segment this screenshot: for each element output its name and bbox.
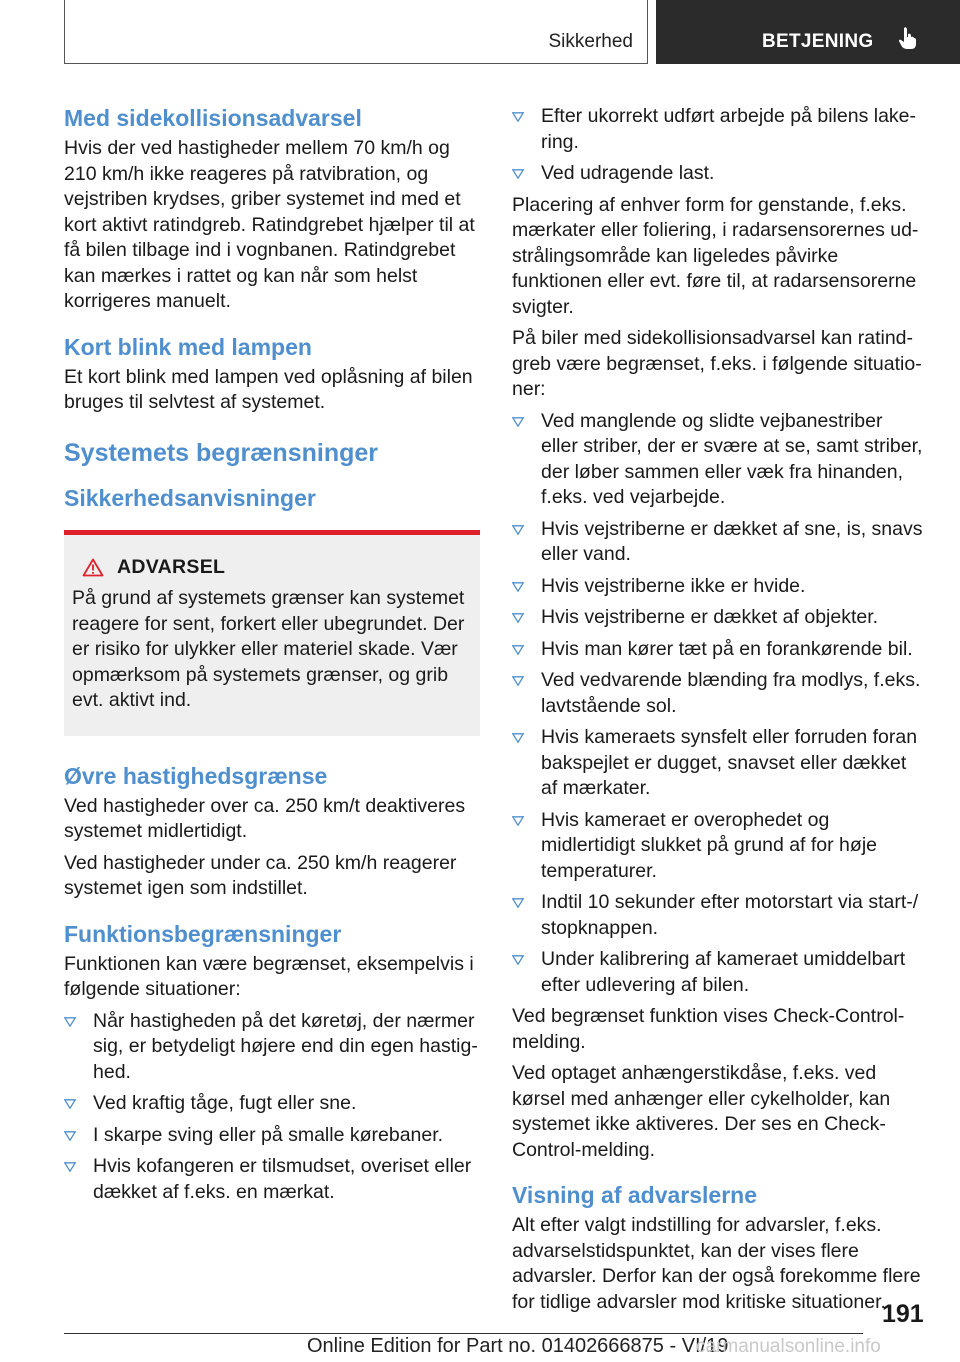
triangle-bullet-icon xyxy=(512,525,524,535)
triangle-bullet-icon xyxy=(512,645,524,655)
paragraph-kort-blink: Et kort blink med lampen ved oplåsning af bilen bruges til selvtest af systemet. xyxy=(64,365,473,413)
list-item-text: Indtil 10 sekunder efter motorstart via start-/ stopknappen. xyxy=(541,891,919,939)
list-item-text: Hvis vejstriberne ikke er hvide. xyxy=(541,574,806,597)
triangle-bullet-icon xyxy=(512,955,524,965)
header-chapter-label: BETJENING xyxy=(762,31,874,52)
paragraph-ovre-2: Ved hastigheder under ca. 250 km/h reagerer systemet igen som indstillet. xyxy=(64,851,457,899)
paragraph-optaget: Ved optaget anhængerstikdåse, f.eks. ved kørsel med anhænger eller cykelholder, kan systemet ikke aktiveres. Der ses en Check-Control-melding. xyxy=(512,1062,891,1161)
warning-title: ADVARSEL xyxy=(117,555,226,578)
list-item xyxy=(512,668,924,719)
paragraph-ovre-1: Ved hastigheder over ca. 250 km/t deaktiveres systemet midlertidigt. xyxy=(64,794,466,842)
paragraph-visning: Alt efter valgt indstilling for advarsler, f.eks. advarselstidspunktet, kan der vises flere advarsler. Derfor kan der også forekomme flere for tidlige advarsler mod kritiske situationer. xyxy=(512,1214,921,1313)
heading-med-sidekollisionsadvarsel: Med sidekollisionsadvarsel xyxy=(64,105,362,131)
paragraph-begraenset: Ved begrænset funktion vises Check-Control-melding. xyxy=(512,1005,905,1053)
heading-ovre-hastighedsgraense: Øvre hastighedsgrænse xyxy=(64,762,328,789)
warning-text: På grund af systemets grænser kan systemet reagere for sent, forkert eller ubegrundet. Der er risiko for ulykker eller materiel skade. Vær opmærksom på systemets grænser, og grib evt. aktivt ind. xyxy=(72,587,465,711)
warning-box xyxy=(64,530,480,736)
list-item-text: Ved manglende og slidte vejbanestriber eller striber, der er svære at se, samt striber, der løber sammen eller væk fra hinanden, f.eks. ved vejarbejde. xyxy=(541,409,923,508)
list-item xyxy=(512,409,924,511)
list-item xyxy=(64,1009,480,1086)
header-section-title: Sikkerhed xyxy=(548,31,633,52)
list-item-text: Hvis kameraet er overophedet og midlertidigt slukket på grund af for høje temperaturer. xyxy=(541,808,877,882)
list-item xyxy=(64,1154,480,1205)
triangle-bullet-icon xyxy=(512,613,524,623)
list-item-text: I skarpe sving eller på smalle kørebaner. xyxy=(93,1123,444,1146)
list-item xyxy=(512,725,924,802)
paragraph-biler: På biler med sidekollisionsadvarsel kan ratindgreb være begrænset, f.eks. i følgende situationer: xyxy=(512,327,922,400)
warning-title-row xyxy=(82,555,472,581)
list-item xyxy=(512,890,924,941)
list-item xyxy=(512,947,924,998)
list-item-text: Efter ukorrekt udført arbejde på bilens lakering. xyxy=(541,105,917,153)
hand-pointer-icon xyxy=(898,26,918,58)
watermark: carmanualsonline.info xyxy=(696,1336,881,1357)
footer-edition: Online Edition for Part no. 01402666875 - VI/19 xyxy=(307,1335,729,1357)
heading-kort-blink: Kort blink med lampen xyxy=(64,333,312,360)
list-item xyxy=(512,517,924,568)
triangle-bullet-icon xyxy=(64,1099,76,1109)
list-item-text: Hvis vejstriberne er dækket af objekter. xyxy=(541,606,879,628)
list-item-text: Hvis kameraets synsfelt eller forruden foran bakspejlet er dugget, snavset eller dækket af mærkater. xyxy=(541,726,918,799)
list-funktionsbegraensninger xyxy=(64,1009,480,1206)
list-situationer xyxy=(512,409,924,999)
triangle-bullet-icon xyxy=(512,676,524,686)
list-item xyxy=(512,161,924,187)
list-item-text: Under kalibrering af kameraet umiddelbart efter udlevering af bilen. xyxy=(541,948,906,996)
triangle-bullet-icon xyxy=(64,1162,76,1172)
list-item-text: Hvis man kører tæt på en forankørende bil. xyxy=(541,637,913,660)
list-item xyxy=(512,637,924,663)
warning-triangle-icon xyxy=(82,558,104,577)
triangle-bullet-icon xyxy=(64,1131,76,1141)
triangle-bullet-icon xyxy=(512,169,524,179)
triangle-bullet-icon xyxy=(512,733,524,743)
list-item-text: Ved kraftig tåge, fugt eller sne. xyxy=(93,1092,357,1114)
left-column xyxy=(64,104,480,1205)
header-section-box xyxy=(64,0,648,64)
list-item xyxy=(64,1091,480,1117)
paragraph-funktionsbegraensninger: Funktionen kan være begrænset, eksempelvis i følgende situationer: xyxy=(64,952,474,1000)
list-item xyxy=(512,574,924,600)
list-item xyxy=(64,1123,480,1149)
heading-systemets-begraensninger: Systemets begrænsninger xyxy=(64,438,378,467)
list-item xyxy=(512,605,924,631)
heading-sikkerhedsanvisninger: Sikkerhedsanvisninger xyxy=(64,484,316,511)
list-item-text: Ved vedvarende blænding fra modlys, f.eks. lavtstående sol. xyxy=(541,669,921,717)
triangle-bullet-icon xyxy=(512,417,524,427)
heading-funktionsbegraensninger: Funktionsbegrænsninger xyxy=(64,920,342,947)
right-column xyxy=(512,104,924,1315)
list-item xyxy=(512,104,924,155)
triangle-bullet-icon xyxy=(512,582,524,592)
list-item-text: Hvis kofangeren er tilsmudset, overiset eller dækket af f.eks. en mærkat. xyxy=(93,1155,472,1203)
triangle-bullet-icon xyxy=(64,1017,76,1027)
list-item-text: Ved udragende last. xyxy=(541,162,715,184)
list-item-text: Hvis vejstriberne er dækket af sne, is, snavs eller vand. xyxy=(541,517,923,565)
heading-visning-af-advarslerne: Visning af advarslerne xyxy=(512,1182,758,1208)
triangle-bullet-icon xyxy=(512,898,524,908)
page-number: 191 xyxy=(882,1300,924,1328)
paragraph-med-sidekollisionsadvarsel: Hvis der ved hastigheder mellem 70 km/h og 210 km/h ikke reageres på ratvibration, og vejstriben krydses, griber systemet ind med et kort aktivt ratindgreb. Ratindgrebet hjælper til at få bilen tilbage ind i vognbanen. Ratindgrebet kan mærkes i rattet og kan når som helst korrigeres manuelt. xyxy=(64,137,475,312)
list-continued xyxy=(512,104,924,187)
triangle-bullet-icon xyxy=(512,816,524,826)
header-chapter-tab xyxy=(656,0,960,64)
list-item xyxy=(512,808,924,885)
list-item-text: Når hastigheden på det køretøj, der nærmer sig, er betydeligt højere end din egen hastighed. xyxy=(93,1009,478,1083)
paragraph-placering: Placering af enhver form for genstande, f.eks. mærkater eller foliering, i radarsensorernes udstrålingsområde kan ligeledes påvirke funktionen eller evt. føre til, at radarsensorerne svigter. xyxy=(512,193,919,318)
triangle-bullet-icon xyxy=(512,112,524,122)
